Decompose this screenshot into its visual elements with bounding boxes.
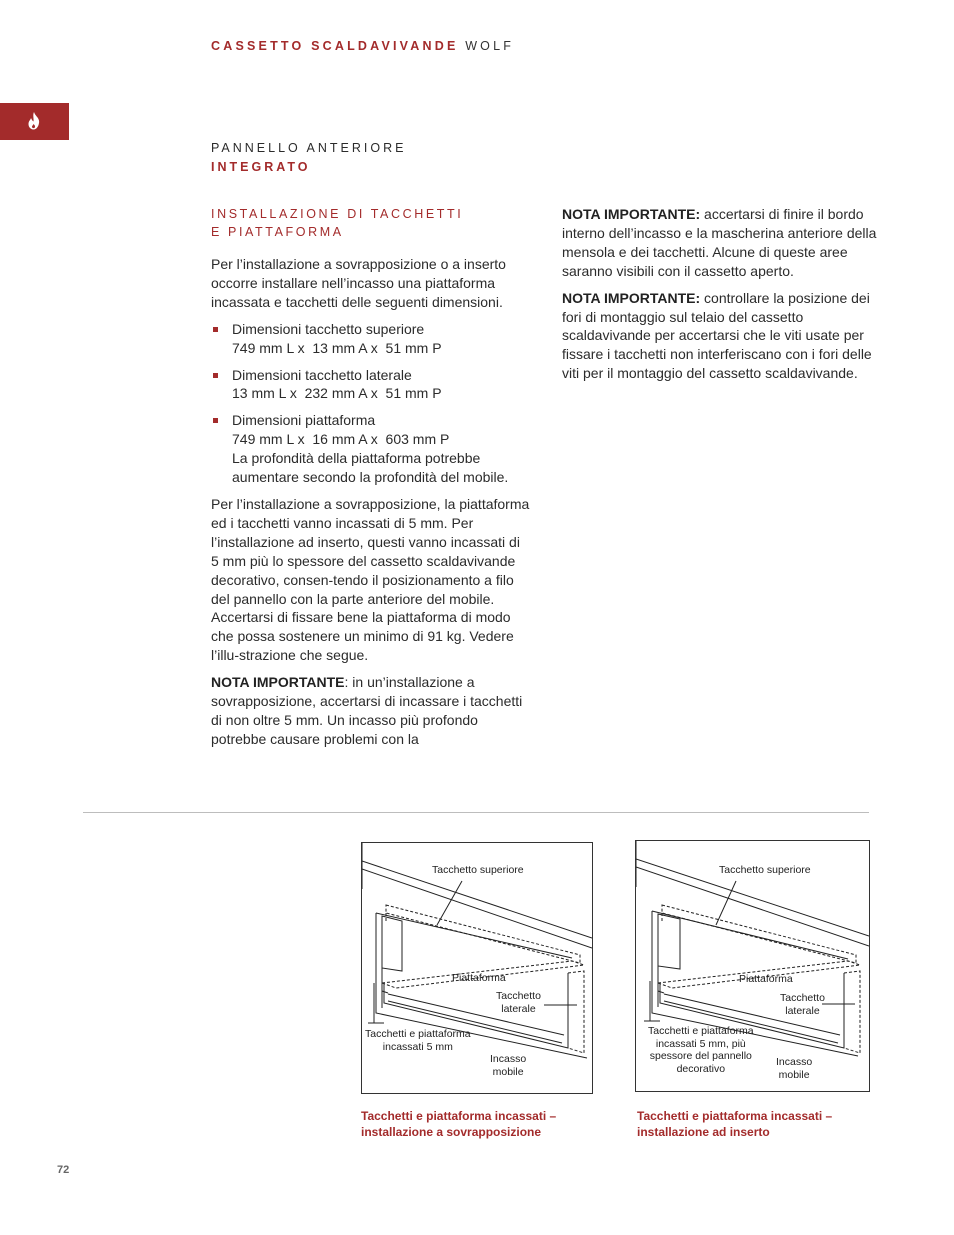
subsection-heading — [211, 205, 531, 241]
important-note-2-label: NOTA IMPORTANTE: — [562, 289, 701, 306]
cabinet-opening-illustration — [362, 843, 592, 1093]
caption-line2: installazione ad inserto — [637, 1125, 770, 1139]
label-recess-line3: spessore del pannello — [649, 1050, 752, 1062]
label-cabinet-line2: mobile — [492, 1065, 524, 1078]
figure-inset-installation — [635, 840, 870, 1092]
important-note-text: : in un’installazione a sovrapposizione, accertarsi di incassare i tacchetti di non oltre 5 mm. Un incasso più profondo potrebbe causare problemi con la — [211, 674, 523, 747]
bullet-title: Dimensioni piattaforma — [232, 412, 376, 429]
header-title-bold: CASSETTO SCALDAVIVANDE — [211, 39, 459, 53]
label-cabinet-line1: Incasso — [776, 1056, 813, 1068]
important-note-2 — [562, 289, 880, 384]
label-recess-line1: Tacchetti e piattaforma — [648, 1025, 754, 1037]
label-top-cleat: Tacchetto superiore — [432, 864, 524, 876]
important-note-paragraph — [211, 673, 531, 749]
label-side-cleat — [780, 992, 825, 1017]
label-side-cleat — [496, 990, 541, 1015]
label-recess-line4: decorativo — [676, 1062, 726, 1075]
section-divider — [83, 812, 869, 813]
important-note-label: NOTA IMPORTANTE — [211, 674, 345, 691]
important-note-1-text: accertarsi di finire il bordo interno dell’incasso e la mascherina anteriore della mensola e dei tacchetti. Alcune di queste aree saranno visibili con il cassetto aperto. — [562, 206, 877, 279]
label-side-cleat-line2: laterale — [785, 1004, 820, 1017]
label-recess-line2: incassati 5 mm, più — [655, 1037, 746, 1050]
section-title-line2: INTEGRATO — [211, 160, 311, 174]
list-item — [211, 411, 531, 487]
running-header — [211, 39, 514, 53]
caption-line2: installazione a sovrapposizione — [361, 1125, 542, 1139]
label-cabinet-opening — [490, 1053, 526, 1078]
label-side-cleat-line1: Tacchetto — [780, 992, 825, 1004]
section-tab — [0, 103, 69, 140]
caption-line1: Tacchetti e piattaforma incassati – — [637, 1109, 833, 1123]
subsection-heading-line1: INSTALLAZIONE DI TACCHETTI — [211, 207, 464, 221]
label-recess — [365, 1028, 471, 1053]
bullet-title: Dimensioni tacchetto superiore — [232, 320, 425, 337]
section-title — [211, 139, 406, 177]
label-cabinet-line1: Incasso — [490, 1053, 527, 1065]
label-recess-line1: Tacchetti e piattaforma — [365, 1028, 471, 1040]
label-top-cleat: Tacchetto superiore — [719, 864, 811, 876]
bullet-note: La profondità della piattaforma potrebbe aumentare secondo la profondità del mobile. — [232, 450, 509, 486]
bullet-dimensions: 749 mm L x 16 mm A x 603 mm P — [232, 431, 450, 448]
important-note-2-text: controllare la posizione dei fori di montaggio sul telaio del cassetto scaldavivande per accertarsi che le viti usate per fissare i tacchetti non interferiscano con i fori delle viti per il montaggio del cassetto scaldavivande. — [562, 289, 872, 382]
label-recess-line2: incassati 5 mm — [382, 1040, 453, 1053]
label-recess — [648, 1025, 754, 1075]
page-number: 72 — [57, 1164, 70, 1176]
subsection-heading-line2: E PIATTAFORMA — [211, 225, 344, 239]
list-item — [211, 320, 531, 358]
figure-caption-overlay — [361, 1108, 601, 1140]
section-title-line1: PANNELLO ANTERIORE — [211, 141, 407, 155]
label-platform: Piattaforma — [452, 972, 506, 984]
header-title-brand: WOLF — [465, 39, 515, 53]
dimensions-list — [211, 320, 531, 487]
label-side-cleat-line2: laterale — [501, 1002, 536, 1015]
bullet-dimensions: 749 mm L x 13 mm A x 51 mm P — [232, 339, 442, 356]
bullet-dimensions: 13 mm L x 232 mm A x 51 mm P — [232, 385, 442, 402]
flame-icon — [27, 112, 41, 130]
figure-overlay-installation — [361, 842, 593, 1094]
intro-paragraph: Per l’installazione a sovrapposizione o a inserto occorre installare nell’incasso una piattaforma incassata e tacchetti delle seguenti dimensioni. — [211, 256, 506, 310]
label-cabinet-opening — [776, 1056, 812, 1081]
important-note-1-label: NOTA IMPORTANTE: — [562, 206, 701, 222]
label-side-cleat-line1: Tacchetto — [496, 990, 541, 1002]
bullet-title: Dimensioni tacchetto laterale — [232, 366, 412, 383]
text-column-left — [211, 205, 531, 749]
recess-paragraph: Per l’installazione a sovrapposizione, la piattaforma ed i tacchetti vanno incassati di 5 mm. Per l’installazione ad inserto, questi vanno incassati di 5 mm più lo spessore del cassetto scaldavivande decorativo, consen-tendo il posizionamento a filo del pannello con la parte anteriore del mobile. Accertarsi di fissare bene la piattaforma di modo che possa sostenere un minimo di 91 kg. Vedere l’illu-strazione che segue. — [211, 495, 530, 664]
label-cabinet-line2: mobile — [778, 1068, 810, 1081]
important-note-1 — [562, 205, 880, 281]
figure-caption-inset — [637, 1108, 877, 1140]
caption-line1: Tacchetti e piattaforma incassati – — [361, 1109, 557, 1123]
list-item — [211, 366, 531, 404]
label-platform: Piattaforma — [739, 973, 793, 985]
text-column-right — [562, 205, 880, 383]
